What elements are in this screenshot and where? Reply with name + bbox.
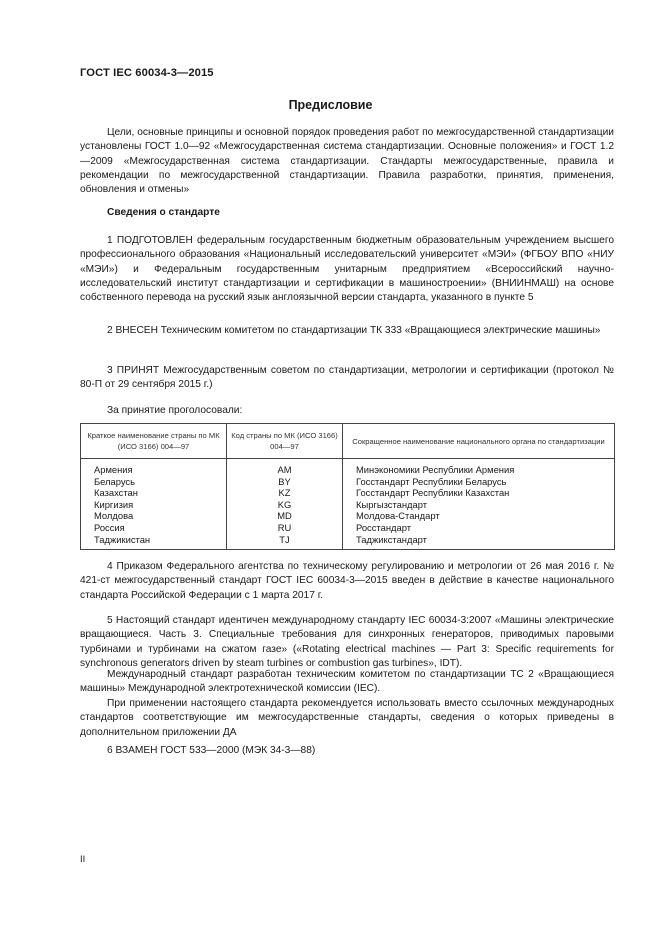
table-row [81,499,615,511]
section-heading: Сведения о стандарте [107,207,220,218]
country-code: KZ [227,487,343,499]
country-name: Беларусь [81,476,227,488]
item-6-replaces: 6 ВЗАМЕН ГОСТ 533—2000 (МЭК 34-3—88) [107,745,316,756]
standards-body: Госстандарт Республики Казахстан [343,487,615,499]
table-row [81,487,615,499]
document-code-header: ГОСТ IEC 60034-3—2015 [80,67,214,79]
item-4-enacted: 4 Приказом Федерального агентства по техническому регулированию и метрологии от 26 мая 2016 г. № 421-ст межгосударственный стандарт ГОСТ IEC 60034-3—2015 введен в действие в качестве национального стандарта Российской Федерации с 1 марта 2017 г. [80,561,614,601]
voted-label: За принятие проголосовали: [107,405,243,416]
standards-body: Минэкономики Республики Армения [343,459,615,476]
standards-body: Молдова-Стандарт [343,510,615,522]
country-name: Киргизия [81,499,227,511]
item-2-introduced: 2 ВНЕСЕН Техническим комитетом по стандартизации ТК 333 «Вращающиеся электрические машины» [107,325,601,336]
table-row [81,510,615,522]
country-code: BY [227,476,343,488]
table-row [81,459,615,476]
item-3-adopted: 3 ПРИНЯТ Межгосударственным советом по стандартизации, метрологии и сертификации (протокол № 80-П от 29 сентября 2015 г.) [80,365,614,391]
item-1-prepared: 1 ПОДГОТОВЛЕН федеральным государственным бюджетным образовательным учреждением высшего профессионального образования «Национальный исследовательский университет «МЭИ» (ФГБОУ ВПО «НИУ «МЭИ») и Федеральным государственным унитарным предприятием «Всероссийский научно-исследовательский институт стандартизации и сертификации в машиностроении» (ВНИИНМАШ) на основе собственного перевода на русский язык англоязычной версии стандарта, указанного в пункте 5 [80,235,614,304]
country-name: Таджикистан [81,534,227,550]
country-code: AM [227,459,343,476]
country-code: TJ [227,534,343,550]
intro-paragraph: Цели, основные принципы и основной порядок проведения работ по межгосударственной стандартизации установлены ГОСТ 1.0—92 «Межгосударственная система стандартизации. Основные положения» и ГОСТ 1.2—2009 «Межгосударственная система стандартизации. Стандарты межгосударственные, правила и рекомендации по межгосударственной стандартизации. Правила разработки, принятия, применения, обновления и отмены» [80,127,614,196]
country-code: MD [227,510,343,522]
country-name: Казахстан [81,487,227,499]
standards-body: Таджикстандарт [343,534,615,550]
header-country-code: Код страны по МК (ИСО 3166) 004—97 [227,424,343,459]
standards-body: Кыргызстандарт [343,499,615,511]
table-row [81,534,615,550]
header-country-name: Краткое наименование страны по МК (ИСО 3166) 004—97 [81,424,227,459]
country-name: Молдова [81,510,227,522]
standards-body: Росстандарт [343,522,615,534]
voting-countries-table [80,423,615,550]
item-5-identical: 5 Настоящий стандарт идентичен международному стандарту IEC 60034-3:2007 «Машины электрические вращающиеся. Часть 3. Специальные требования для синхронных генераторов, приводимых паровыми турбинами и турбинами на сжатом газе» («Rotating electrical machines — Part 3: Specific requirements for synchronous generators driven by steam turbines or combustion gas turbines», IDT). [80,615,614,669]
page-number: II [80,854,86,865]
standards-body: Госстандарт Республики Беларусь [343,476,615,488]
page-title: Предисловие [288,98,373,112]
country-name: Армения [81,459,227,476]
table-row [81,476,615,488]
country-code: RU [227,522,343,534]
country-name: Россия [81,522,227,534]
item-5-references-note: При применении настоящего стандарта рекомендуется использовать вместо ссылочных международных стандартов соответствующие им межгосударственные стандарты, сведения о которых приведены в дополнительном приложении ДА [80,698,614,738]
table-header-row [81,424,615,459]
item-5-developer-note: Международный стандарт разработан техническим комитетом по стандартизации ТС 2 «Вращающиеся машины» Международной электротехнической комиссии (IEC). [80,669,614,695]
country-code: KG [227,499,343,511]
table-row [81,522,615,534]
header-standards-body: Сокращенное наименование национального органа по стандартизации [343,424,615,459]
